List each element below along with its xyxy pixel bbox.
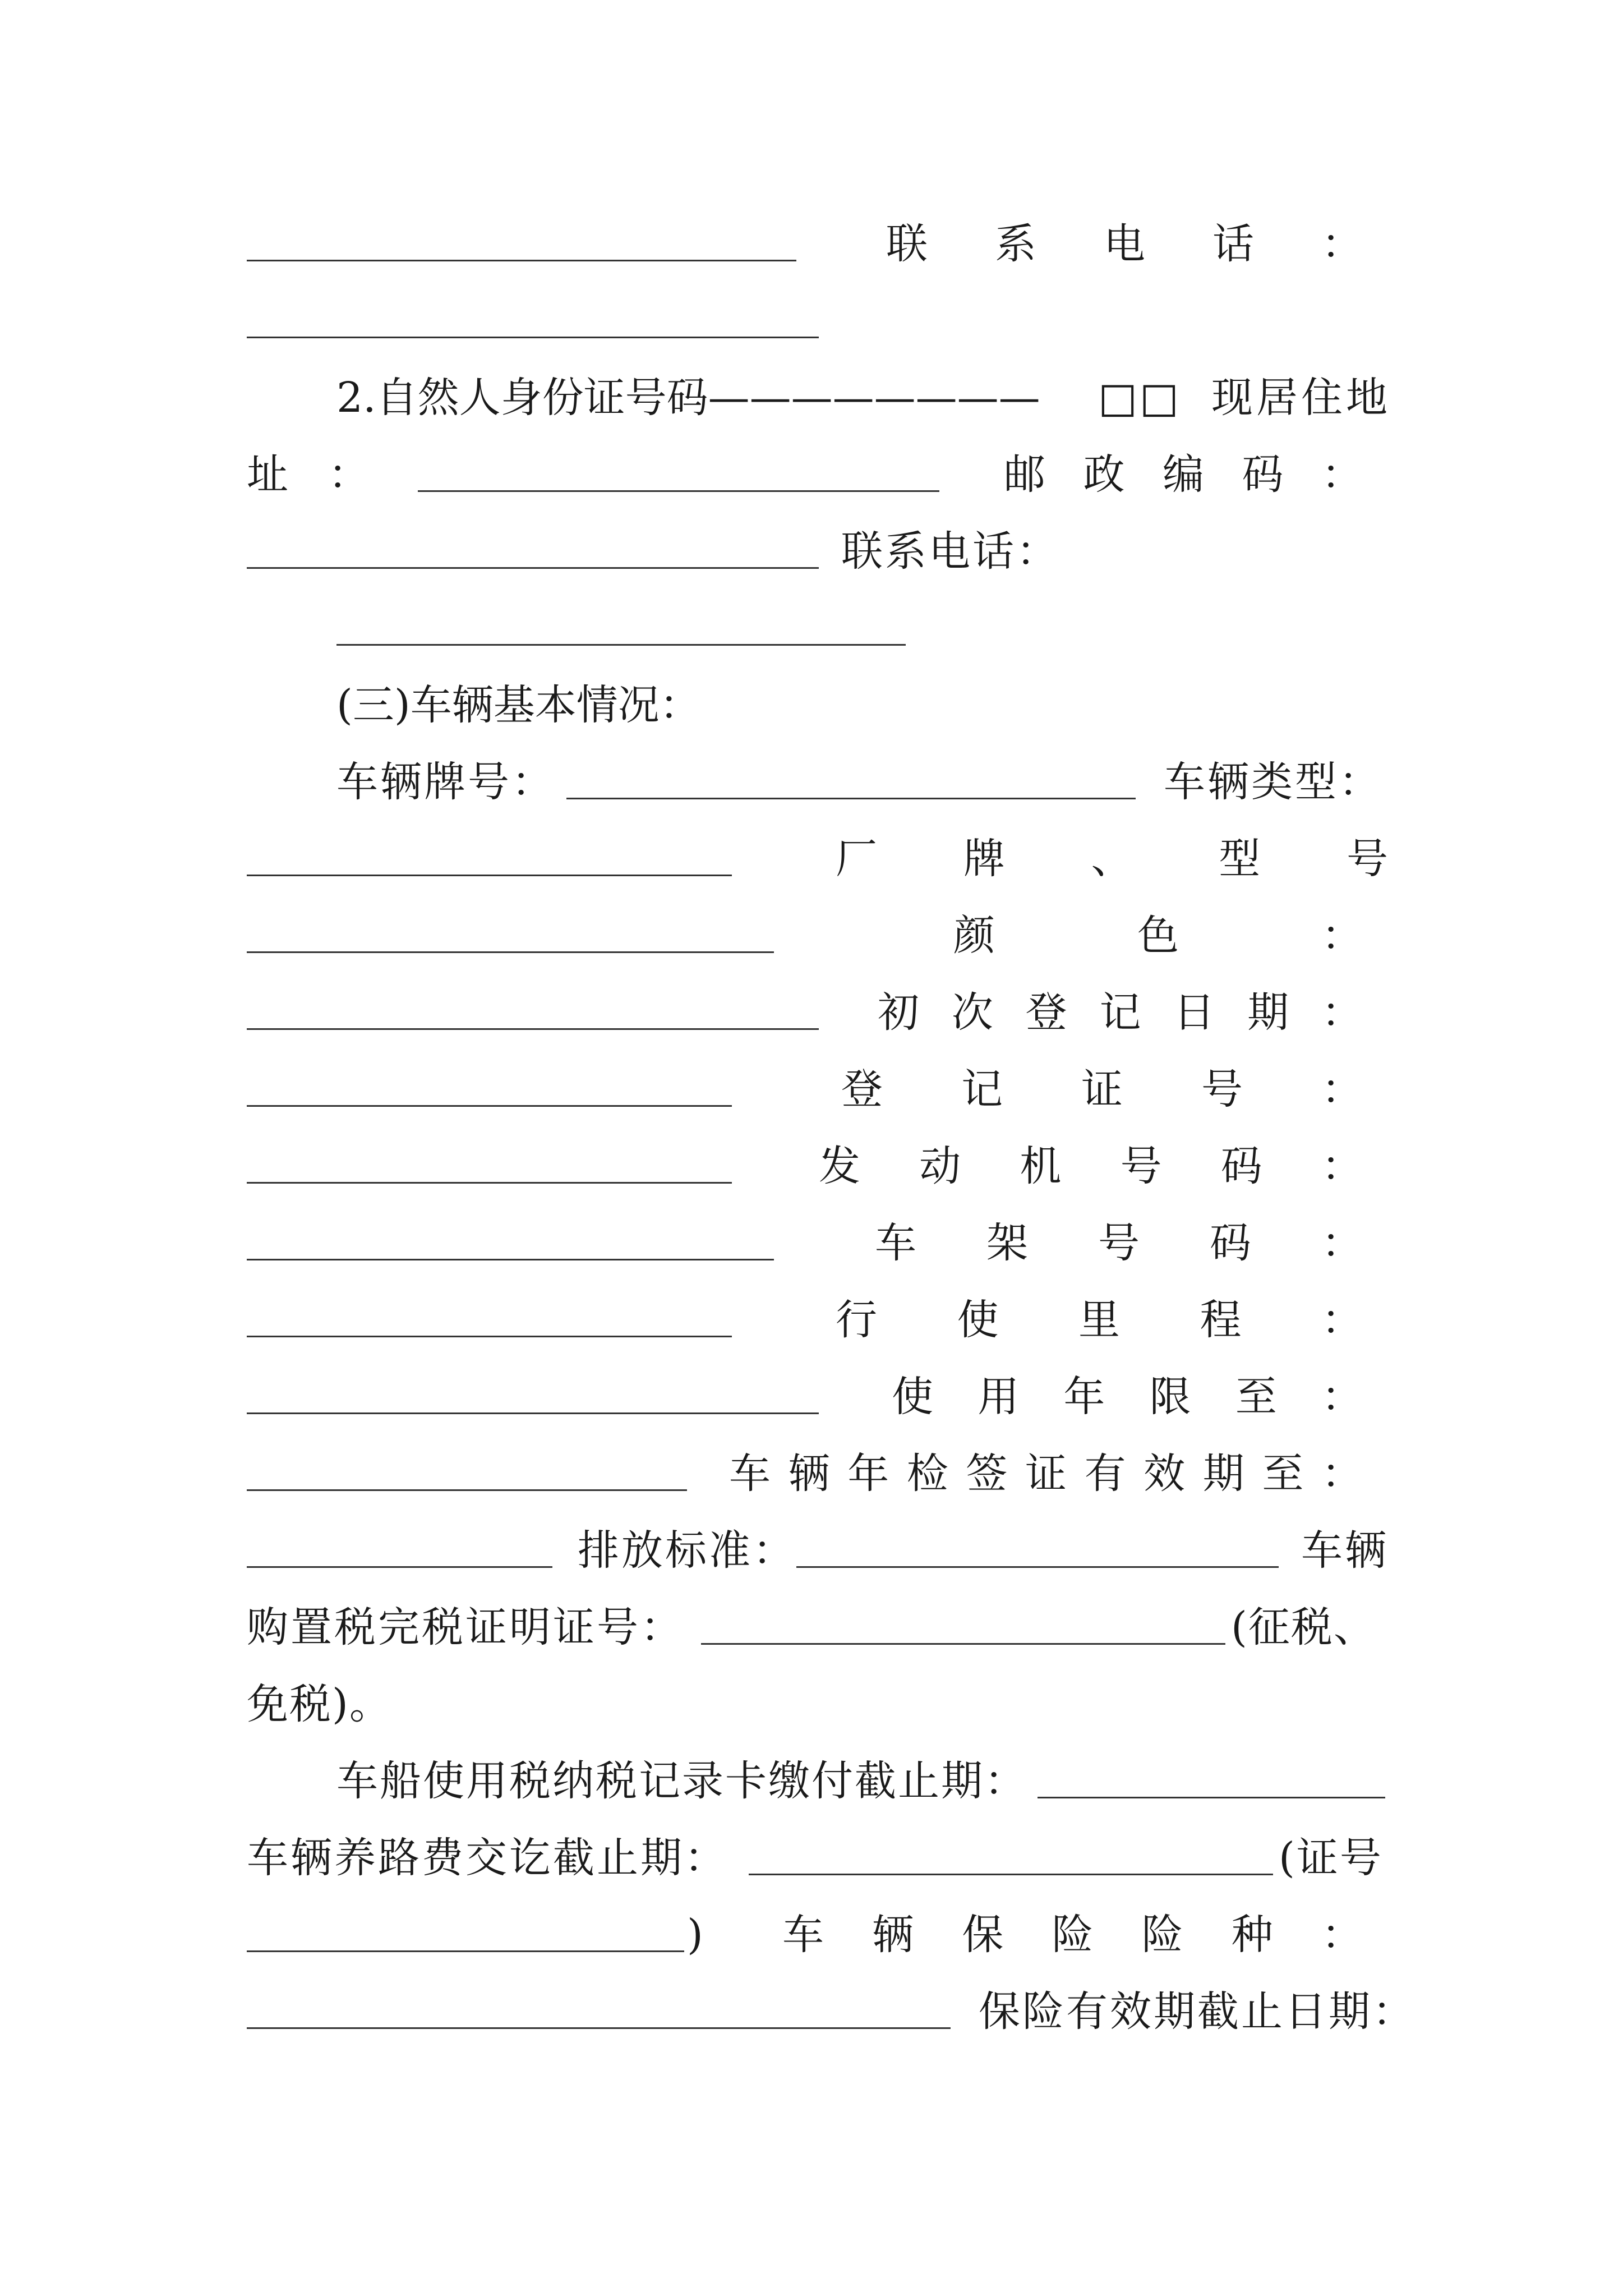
vessel-tax-deadline-label: 车船使用税纳税记录卡缴付截止期： xyxy=(336,1757,1027,1805)
service-life-blank[interactable] xyxy=(247,1489,687,1491)
service-life-label: 使 用 年 限 至 ： xyxy=(892,1373,1363,1421)
vehicle-type-blank[interactable] xyxy=(247,875,732,876)
registration-cert-blank[interactable] xyxy=(247,1182,732,1184)
phone-blank[interactable] xyxy=(336,644,906,646)
line-plate-type xyxy=(0,744,1623,820)
frame-number-label: 车 架 号 码 ： xyxy=(875,1219,1363,1267)
line-insurance-type xyxy=(0,1897,1623,1973)
color-label: 颜 色 ： xyxy=(953,912,1363,960)
annual-inspection-blank[interactable] xyxy=(247,1566,552,1568)
tax-exempt-label: 免税)。 xyxy=(247,1680,392,1728)
insurance-expiry-label: 保险有效期截止日期： xyxy=(979,1987,1416,2036)
plate-number-blank[interactable] xyxy=(566,798,1136,799)
line-frame-number xyxy=(0,1205,1623,1281)
purchase-tax-cert-label: 购置税完税证明证号： xyxy=(247,1603,684,1651)
vehicle-label: 车辆 xyxy=(1301,1526,1389,1575)
id-number-label: 2.自然人身份证号码———————— xyxy=(336,374,1040,422)
road-toll-deadline-blank[interactable] xyxy=(749,1874,1273,1875)
vehicle-basic-info-heading: (三)车辆基本情况： xyxy=(336,681,701,729)
frame-number-blank[interactable] xyxy=(247,1336,732,1337)
insurance-type-blank[interactable] xyxy=(247,2027,951,2029)
contact-phone-label: 联 系 电 话 ： xyxy=(886,220,1363,268)
postcode-blank[interactable] xyxy=(247,567,819,569)
mileage-label: 行 使 里 程 ： xyxy=(836,1296,1363,1344)
line-annual-inspection xyxy=(0,1435,1623,1512)
cert-number-blank[interactable] xyxy=(247,1950,684,1952)
line-vessel-tax xyxy=(0,1743,1623,1819)
line-mileage xyxy=(0,1282,1623,1358)
engine-number-label: 发 动 机 号 码 ： xyxy=(819,1142,1363,1190)
first-registration-blank[interactable] xyxy=(247,1105,732,1107)
mileage-blank[interactable] xyxy=(247,1412,819,1414)
line-purchase-tax xyxy=(0,1589,1623,1665)
line-first-registration xyxy=(0,974,1623,1051)
blank-underline[interactable] xyxy=(247,260,796,261)
line-service-life xyxy=(0,1359,1623,1435)
purchase-tax-cert-blank[interactable] xyxy=(701,1643,1225,1645)
brand-model-blank[interactable] xyxy=(247,951,774,953)
road-toll-deadline-label: 车辆养路费交讫截止期： xyxy=(247,1834,728,1882)
line-blank xyxy=(0,283,1623,359)
line-address-postcode xyxy=(0,436,1623,513)
line-blank xyxy=(0,590,1623,666)
line-registration-cert xyxy=(0,1051,1623,1128)
cert-number-label: (证号 xyxy=(1279,1834,1383,1882)
close-paren: ) xyxy=(687,1911,703,1959)
line-contact-phone xyxy=(0,206,1623,282)
address-blank[interactable] xyxy=(418,490,939,492)
insurance-type-label: 车 辆 保 险 险 种 ： xyxy=(782,1911,1363,1959)
emission-standard-blank[interactable] xyxy=(796,1566,1279,1568)
blank-underline[interactable] xyxy=(247,337,819,338)
section-heading xyxy=(0,667,1623,743)
line-natural-person-id xyxy=(0,360,1623,436)
line-phone xyxy=(0,513,1623,590)
line-engine-number xyxy=(0,1128,1623,1204)
registration-cert-label: 登 记 证 号 ： xyxy=(841,1065,1363,1114)
line-tax-exempt xyxy=(0,1666,1623,1742)
brand-model-label: 厂 牌 、 型 号 xyxy=(836,835,1388,883)
line-emission-standard xyxy=(0,1512,1623,1589)
vessel-tax-deadline-blank[interactable] xyxy=(1038,1797,1385,1798)
colon: ： xyxy=(328,450,370,499)
phone-label: 联系电话： xyxy=(841,527,1060,576)
current-address-label: 现居住地 xyxy=(1211,374,1391,422)
first-registration-date-label: 初 次 登 记 日 期 ： xyxy=(878,988,1363,1037)
tax-status-label: (征税、 xyxy=(1231,1603,1376,1651)
line-road-toll xyxy=(0,1820,1623,1896)
line-brand-model xyxy=(0,821,1623,897)
plate-number-label: 车辆牌号： xyxy=(336,758,555,806)
checkbox-pair[interactable]: □□ xyxy=(1098,374,1181,422)
vehicle-type-label: 车辆类型： xyxy=(1164,758,1382,806)
color-blank[interactable] xyxy=(247,1028,819,1030)
engine-number-blank[interactable] xyxy=(247,1259,774,1260)
postcode-label: 邮 政 编 码 ： xyxy=(1004,450,1363,499)
line-insurance-expiry xyxy=(0,1973,1623,2050)
line-color xyxy=(0,898,1623,974)
emission-standard-label: 排放标准： xyxy=(578,1526,796,1575)
annual-inspection-label: 车 辆 年 检 签 证 有 效 期 至 ： xyxy=(729,1450,1363,1498)
address-label-end: 址 xyxy=(247,450,288,499)
